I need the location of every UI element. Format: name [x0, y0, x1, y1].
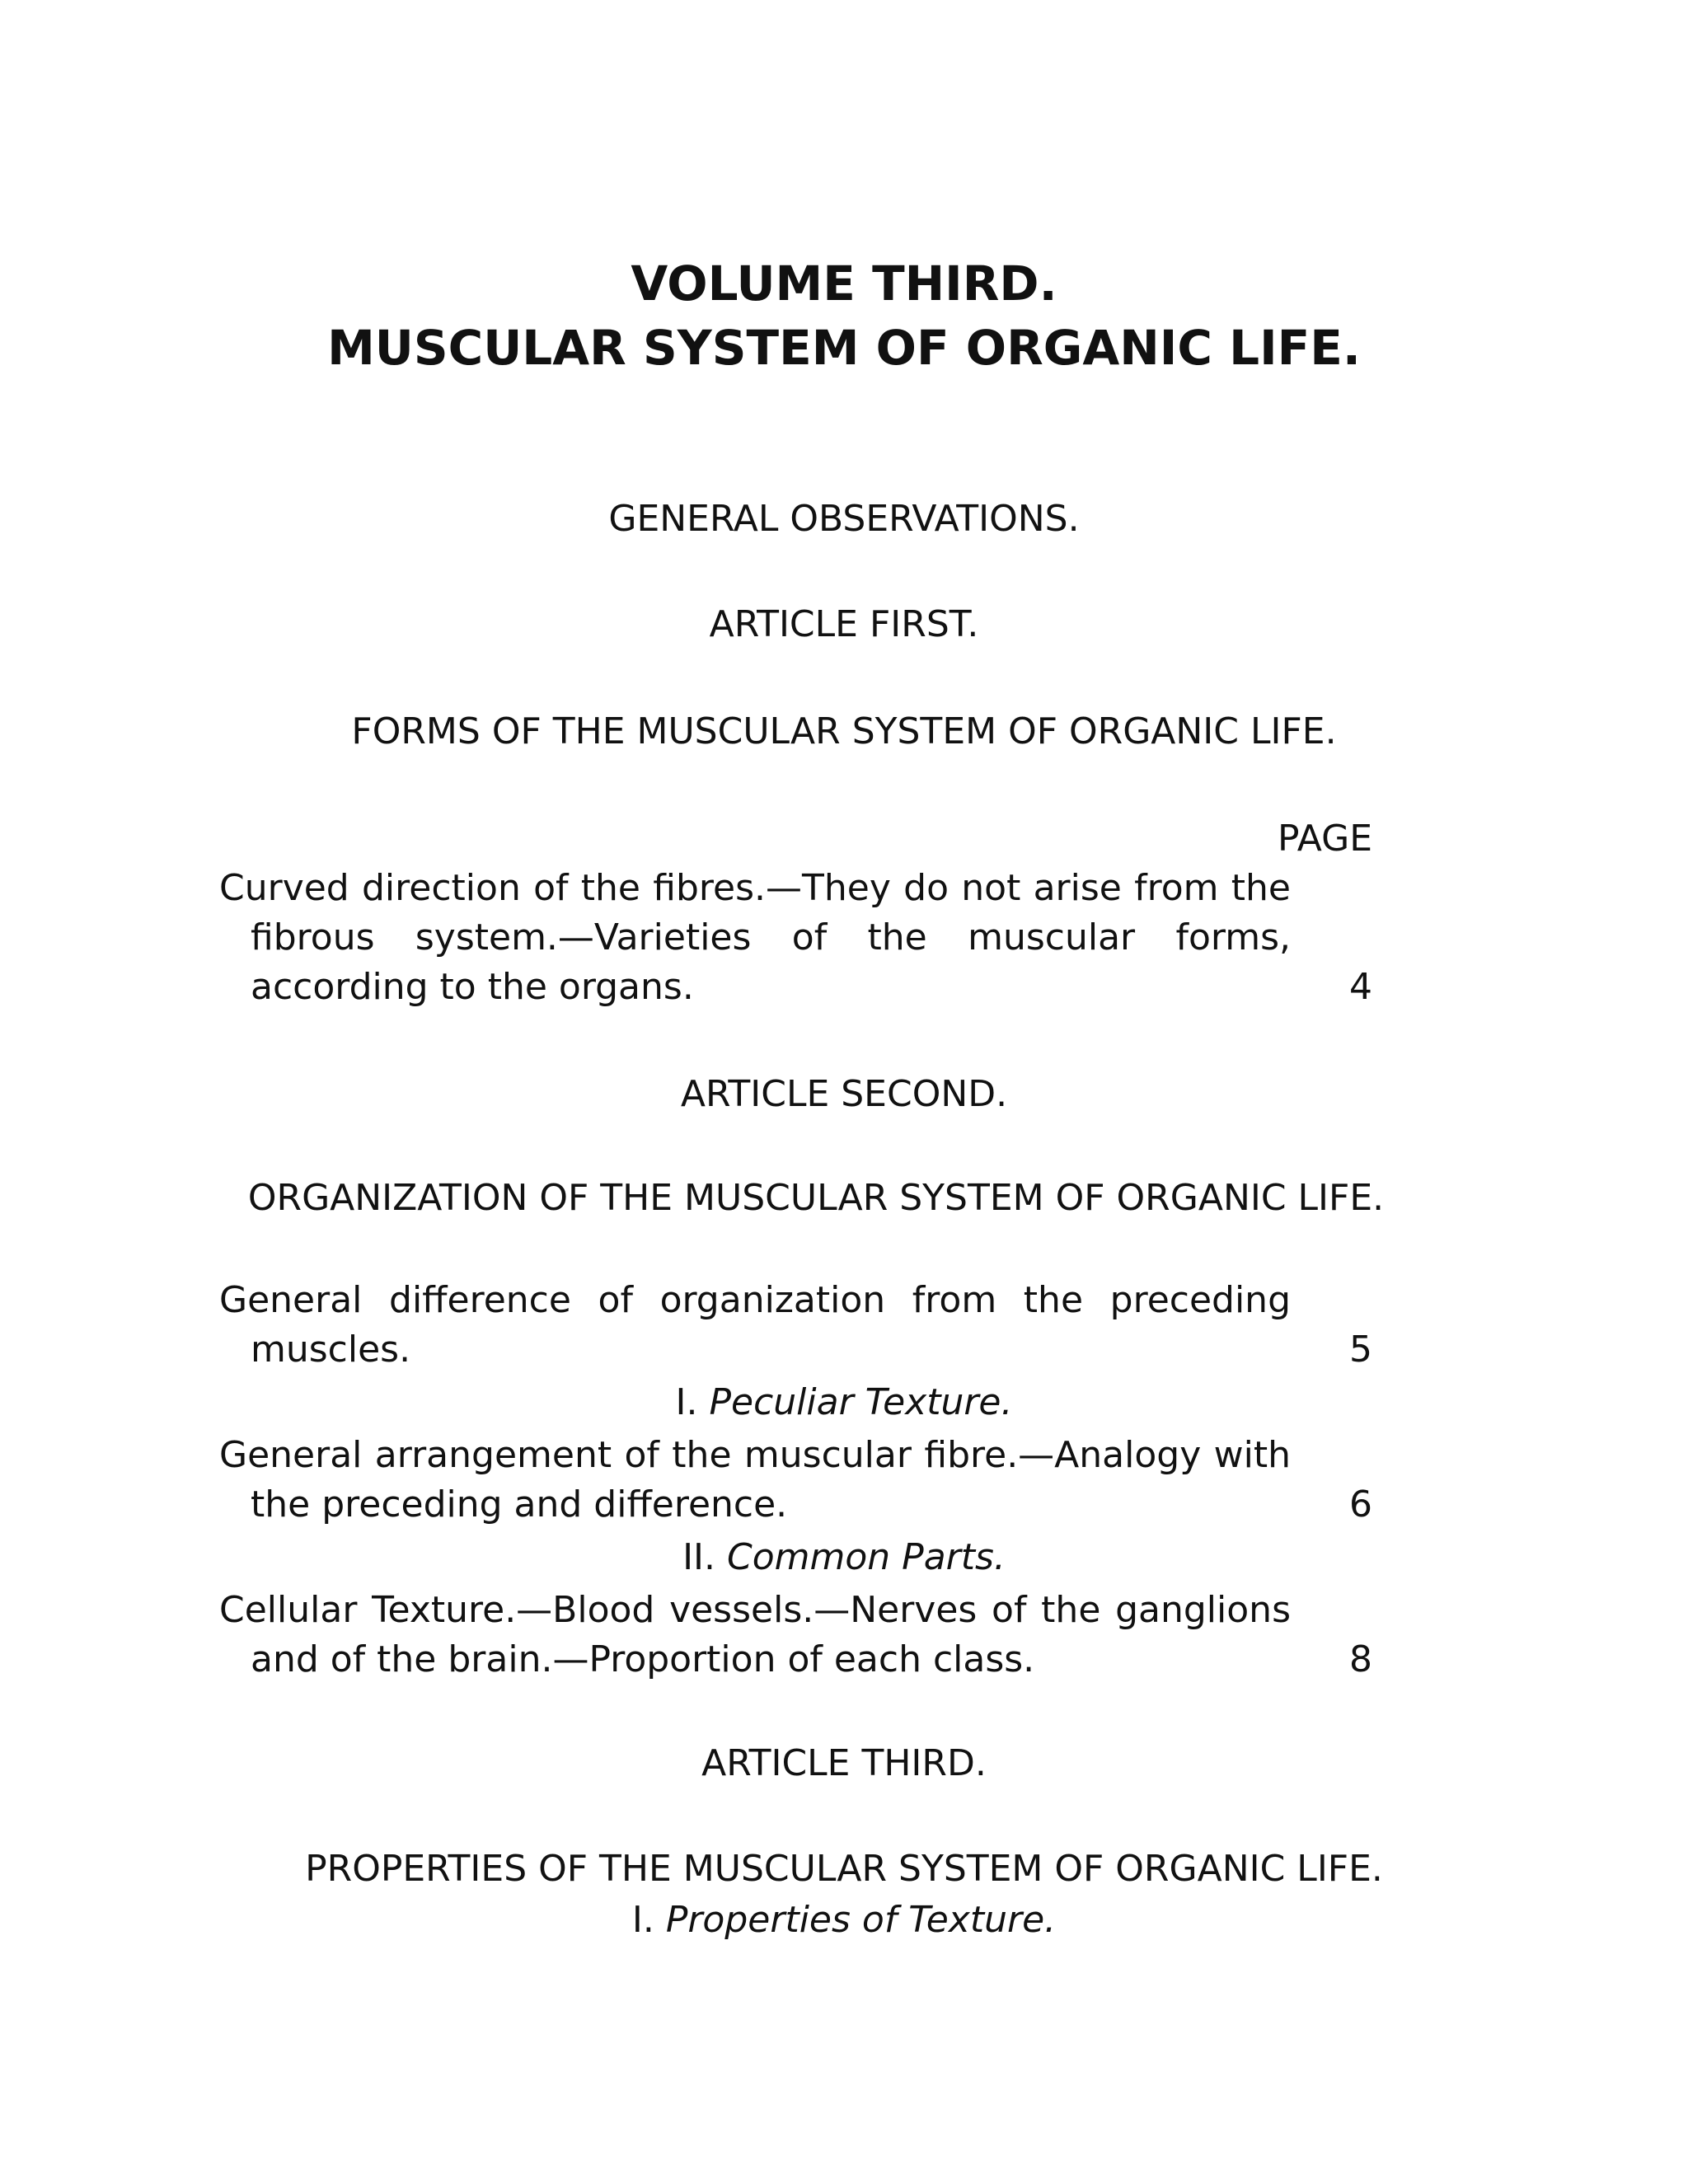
section-numeral: I.	[675, 1381, 698, 1423]
section-title: Properties of Texture.	[665, 1899, 1057, 1941]
article-third-title: PROPERTIES OF THE MUSCULAR SYSTEM OF ORGANIC LIFE.	[305, 1848, 1383, 1890]
toc-entry: Cellular Texture.—Blood vessels.—Nerves of the ganglions and of the brain.—Proportion of each class.	[219, 1589, 1291, 1680]
article-second-title: ORGANIZATION OF THE MUSCULAR SYSTEM OF ORGANIC LIFE.	[247, 1177, 1385, 1219]
general-observations-heading: GENERAL OBSERVATIONS.	[608, 498, 1080, 540]
toc-entry: Curved direction of the fibres.—They do not arise from the fibrous system.—Varieties of the muscular forms, according to the organs.	[219, 867, 1291, 1008]
volume-heading	[0, 251, 1688, 380]
article-first-title: FORMS OF THE MUSCULAR SYSTEM OF ORGANIC LIFE.	[351, 710, 1337, 752]
section-title: Common Parts.	[727, 1536, 1006, 1578]
article-third-label: ARTICLE THIRD.	[701, 1742, 987, 1784]
section-heading	[0, 1896, 1688, 1945]
volume-subtitle: MUSCULAR SYSTEM OF ORGANIC LIFE.	[327, 320, 1361, 376]
article-second-label: ARTICLE SECOND.	[680, 1073, 1008, 1115]
toc-entry: General arrangement of the muscular fibre.—Analogy with the preceding and difference.	[219, 1434, 1291, 1526]
volume-title: VOLUME THIRD.	[631, 255, 1057, 312]
toc-entry: General difference of organization from the preceding muscles.	[219, 1279, 1291, 1371]
toc-page-number: 8	[1349, 1638, 1372, 1680]
toc-page-number: 6	[1349, 1483, 1372, 1526]
article-first-label: ARTICLE FIRST.	[709, 603, 979, 645]
section-heading	[0, 1533, 1688, 1582]
toc-page-number: 5	[1349, 1329, 1372, 1371]
section-heading	[0, 1378, 1688, 1427]
toc-page-number: 4	[1349, 966, 1372, 1008]
section-title: Peculiar Texture.	[709, 1381, 1013, 1423]
section-numeral: I.	[631, 1899, 654, 1941]
section-numeral: II.	[682, 1536, 716, 1578]
page-column-label: PAGE	[1278, 818, 1372, 860]
